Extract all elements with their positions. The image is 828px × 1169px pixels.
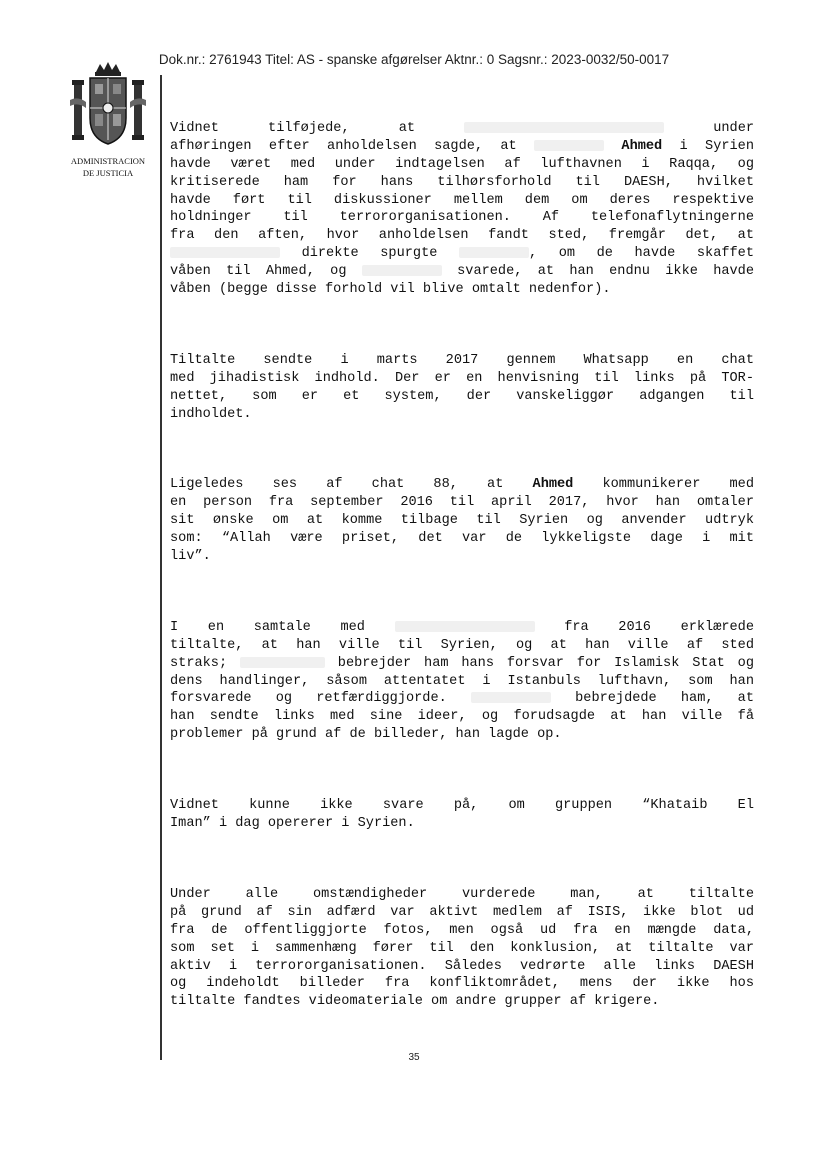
text-line: som set i sammenhæng fører til den konklusion, at tiltalte var bbox=[170, 940, 754, 956]
text-line: afhøringen efter anholdelsen sagde, at Ahmed i Syrien bbox=[170, 138, 754, 154]
seal-line-1: ADMINISTRACION bbox=[70, 156, 146, 166]
text-line: straks; bebrejder ham hans forsvar for Islamisk Stat og bbox=[170, 655, 754, 671]
paragraph bbox=[170, 120, 754, 299]
redaction-mark bbox=[395, 621, 535, 632]
redaction-mark bbox=[240, 657, 325, 668]
paragraph-gap bbox=[170, 744, 754, 797]
text-line: Ligeledes ses af chat 88, at Ahmed kommunikerer med bbox=[170, 477, 754, 493]
paragraph-gap bbox=[170, 299, 754, 352]
text-line: havde ført til diskussioner mellem dem om deres respektive bbox=[170, 192, 754, 208]
text-line: med jihadistisk indhold. Der er en henvisning til links på TOR- bbox=[170, 370, 754, 386]
text-line: dens handlinger, såsom attentatet i Istanbuls lufthavn, som han bbox=[170, 673, 754, 689]
text-line: Vidnet tilføjede, at under bbox=[170, 121, 755, 136]
text-line: forsvarede og retfærdiggjorde. bebrejdede ham, at bbox=[170, 691, 755, 707]
text-line: havde været med under indtagelsen af lufthavnen i Raqqa, og bbox=[170, 156, 754, 172]
text-line: på grund af sin adfærd var aktivt medlem af ISIS, ikke blot ud bbox=[170, 904, 754, 920]
margin-rule bbox=[160, 75, 162, 1060]
redaction-mark bbox=[471, 692, 551, 703]
bold-name: Ahmed bbox=[532, 477, 574, 493]
page-number: 35 bbox=[408, 1052, 420, 1063]
text-line: våben til Ahmed, og svarede, at han endnu ikke havde bbox=[170, 264, 754, 280]
text-line: som: “Allah være priset, det var de lykkeligste dage i mit bbox=[170, 531, 754, 547]
text-line: kritiserede ham for hans tilhørsforhold til DAESH, hvilket bbox=[170, 174, 754, 190]
text-line: aktiv i terrororganisationen. Således vedrørte alle links DAESH bbox=[170, 958, 754, 974]
bold-name: Ahmed bbox=[621, 138, 663, 154]
paragraph bbox=[170, 476, 754, 565]
text-line: liv”. bbox=[170, 549, 211, 565]
redaction-mark bbox=[362, 265, 442, 276]
text-line: nettet, som er et system, der vanskeliggør adgangen til bbox=[170, 388, 754, 404]
paragraph-gap bbox=[170, 833, 754, 886]
paragraph-gap bbox=[170, 423, 754, 476]
paragraph-gap bbox=[170, 566, 754, 619]
paragraph bbox=[170, 797, 754, 833]
coat-of-arms-icon bbox=[68, 62, 148, 154]
text-line: fra den aften, hvor anholdelsen fandt sted, fremgår det, at bbox=[170, 228, 754, 244]
redaction-mark bbox=[534, 140, 604, 151]
coat-of-arms-seal bbox=[62, 62, 154, 180]
text-line: direkte spurgte , om de havde skaffet bbox=[170, 245, 754, 263]
text-line: holdninger til terrororganisationen. Af telefonaflytningerne bbox=[170, 210, 754, 226]
text-line: indholdet. bbox=[170, 406, 252, 422]
text-line: våben (begge disse forhold vil blive omtalt nedenfor). bbox=[170, 282, 611, 298]
text-line: han sendte links med sine ideer, og forudsagde at han ville få bbox=[170, 709, 754, 725]
text-line: Under alle omstændigheder vurderede man, at tiltalte bbox=[170, 886, 754, 902]
text-line: Iman” i dag opererer i Syrien. bbox=[170, 816, 415, 832]
text-line: I en samtale med fra 2016 erklærede bbox=[170, 619, 754, 635]
redaction-mark bbox=[464, 122, 664, 133]
text-line: tiltalte fandtes videomateriale om andre grupper af krigere. bbox=[170, 994, 660, 1010]
paragraph bbox=[170, 886, 754, 1011]
seal-line-2: DE JUSTICIA bbox=[82, 168, 134, 178]
text-line: tiltalte, at han ville til Syrien, og at han ville af sted bbox=[170, 637, 754, 653]
document-header: Dok.nr.: 2761943 Titel: AS - spanske afgørelser Aktnr.: 0 Sagsnr.: 2023-0032/50-0017 bbox=[158, 52, 670, 67]
text-line: og indeholdt billeder fra konfliktområdet, mens der ikke hos bbox=[170, 976, 754, 992]
text-line: fra de offentliggjorte fotos, men også ud fra en mængde data, bbox=[170, 922, 754, 938]
paragraph bbox=[170, 619, 754, 744]
redaction-mark bbox=[459, 247, 529, 258]
text-line: Tiltalte sendte i marts 2017 gennem Whatsapp en chat bbox=[170, 352, 754, 368]
paragraph bbox=[170, 352, 754, 424]
redaction-mark bbox=[170, 247, 280, 258]
text-line: Vidnet kunne ikke svare på, om gruppen “Khataib El bbox=[170, 798, 754, 814]
document-body bbox=[170, 120, 754, 1011]
text-line: en person fra september 2016 til april 2017, hvor han omtaler bbox=[170, 495, 754, 511]
text-line: problemer på grund af de billeder, han lagde op. bbox=[170, 727, 562, 743]
text-line: sit ønske om at komme tilbage til Syrien og anvender udtryk bbox=[170, 513, 754, 529]
